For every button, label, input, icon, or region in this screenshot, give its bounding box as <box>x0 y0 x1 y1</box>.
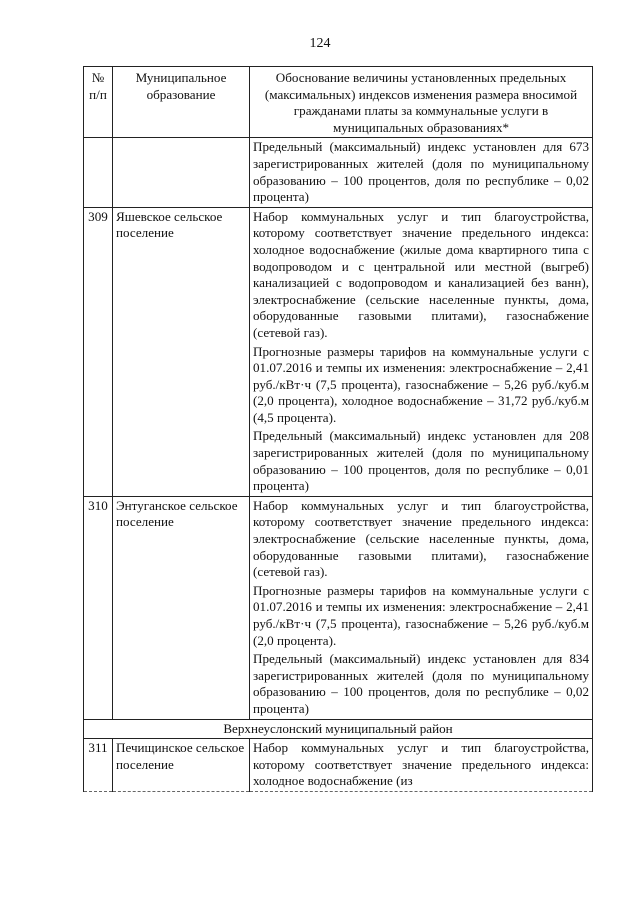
paragraph-residents: Предельный (максимальный) индекс установлен для 834 зарегистрированных жителей (доля по муниципальному образованию – 100 процентов, доля по республике – 0,02 процента) <box>253 651 589 716</box>
table-row <box>84 739 593 792</box>
row-justification <box>250 207 593 496</box>
region-row <box>84 719 593 739</box>
header-number: № п/п <box>84 67 113 138</box>
header-municipality: Муниципальное образование <box>113 67 250 138</box>
paragraph-utility-set: Набор коммунальных услуг и тип благоустройства, которому соответствует значение предельного индекса: электроснабжение (сельские населенные пункты, дома, оборудованные газовыми плитами), газоснабжение (сетевой газ). <box>253 497 589 580</box>
header-justification: Обоснование величины установленных предельных (максимальных) индексов изменения размера вносимой гражданами платы за коммунальные услуги в муниципальных образованиях* <box>250 67 593 138</box>
table-row <box>84 207 593 496</box>
table-row <box>84 496 593 719</box>
row-municipality: Яшевское сельское поселение <box>113 207 250 496</box>
continuation-text: Предельный (максимальный) индекс установлен для 673 зарегистрированных жителей (доля по муниципальному образованию – 100 процентов, доля по республике – 0,02 процента) <box>250 138 593 207</box>
row-number: 311 <box>84 739 113 792</box>
table-header-row <box>84 67 593 138</box>
tariff-index-table <box>83 66 593 792</box>
row-municipality: Печищинское сельское поселение <box>113 739 250 792</box>
continuation-row <box>84 138 593 207</box>
row-number: 310 <box>84 496 113 719</box>
row-justification <box>250 496 593 719</box>
paragraph-tariffs: Прогнозные размеры тарифов на коммунальные услуги с 01.07.2016 и темпы их изменения: электроснабжение – 2,41 руб./кВт·ч (7,5 процента), газоснабжение – 5,26 руб./куб.м (2,0 процента), холодное водоснабжение – 31,72 руб./куб.м (4,5 процента). <box>253 343 589 425</box>
paragraph-residents: Предельный (максимальный) индекс установлен для 208 зарегистрированных жителей (доля по муниципальному образованию – 100 процентов, доля по республике – 0,01 процента) <box>253 428 589 494</box>
paragraph-tariffs: Прогнозные размеры тарифов на коммунальные услуги с 01.07.2016 и темпы их изменения: электроснабжение – 2,41 руб./кВт·ч (7,5 процента), газоснабжение – 5,26 руб./куб.м (2,0 процента). <box>253 582 589 648</box>
row-number: 309 <box>84 207 113 496</box>
page-number: 124 <box>309 36 331 51</box>
row-municipality: Энтуганское сельское поселение <box>113 496 250 719</box>
region-title: Верхнеуслонский муниципальный район <box>84 719 593 739</box>
row-justification: Набор коммунальных услуг и тип благоустройства, которому соответствует значение предельного индекса: холодное водоснабжение (из <box>250 739 593 792</box>
continuation-number <box>84 138 113 207</box>
continuation-municipality <box>113 138 250 207</box>
paragraph-utility-set: Набор коммунальных услуг и тип благоустройства, которому соответствует значение предельного индекса: холодное водоснабжение (жилые дома квартирного типа с водопроводом и с центральной или местной (выгреб) канализацией с водопроводом и канализацией без ванн), электроснабжение (сельские населенные пункты, дома, оборудованные газовыми плитами), газоснабжение (сетевой газ). <box>253 208 589 340</box>
